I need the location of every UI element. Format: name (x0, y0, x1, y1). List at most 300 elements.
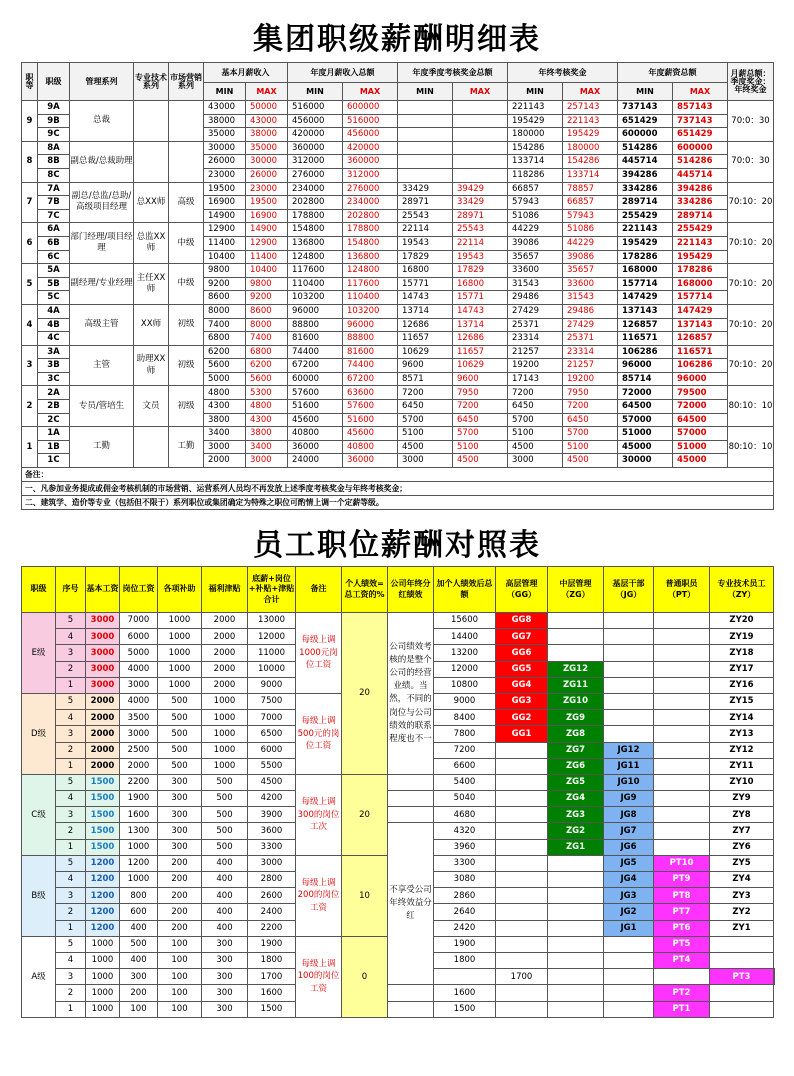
value-cell: 7200 (563, 400, 618, 414)
zg-code: ZG9 (548, 710, 604, 726)
gg-empty (496, 807, 548, 823)
zy-code: ZY20 (710, 613, 774, 629)
value-cell (398, 128, 453, 142)
tech-cell (134, 427, 169, 468)
value-cell: 195429 (508, 114, 563, 128)
tech-cell: 助理XX师 (134, 345, 169, 386)
seq-cell: 1 (56, 1001, 86, 1017)
zy-code: ZY5 (710, 855, 774, 871)
value-cell: 78857 (563, 182, 618, 196)
value-cell: 10000 (248, 661, 296, 677)
base-cell: 2000 (86, 693, 120, 709)
value-cell: 5100 (563, 440, 618, 454)
value-cell: 200 (158, 855, 202, 871)
rank-cell: 3 (22, 345, 38, 386)
value-cell: 180000 (508, 128, 563, 142)
value-cell: 117600 (288, 264, 343, 278)
value-cell: 16800 (398, 264, 453, 278)
value-cell: 9800 (246, 277, 288, 291)
value-cell: 35657 (508, 250, 563, 264)
jg-code: JG12 (604, 742, 654, 758)
header-max: MAX (246, 83, 288, 101)
header-min: MIN (204, 83, 246, 101)
value-cell: 6800 (246, 345, 288, 359)
value-cell: 276000 (288, 168, 343, 182)
value-cell: 33600 (508, 264, 563, 278)
value-cell: 19500 (204, 182, 246, 196)
value-cell: 19200 (563, 372, 618, 386)
value-cell: 9000 (248, 677, 296, 693)
zy-empty (774, 969, 775, 985)
market-cell (169, 101, 204, 142)
ratio-cell: 70:10：20 (728, 264, 774, 305)
value-cell: 5000 (120, 645, 158, 661)
gg-empty (496, 774, 548, 790)
rank-cell: 4 (22, 304, 38, 345)
value-cell: 10629 (398, 345, 453, 359)
value-cell: 35000 (246, 141, 288, 155)
gg-empty (496, 791, 548, 807)
value-cell: 7950 (453, 386, 508, 400)
jg-empty (604, 661, 654, 677)
value-cell: 66857 (508, 182, 563, 196)
market-cell: 中级 (169, 223, 204, 264)
value-cell: 81600 (288, 332, 343, 346)
value-cell: 72000 (618, 386, 673, 400)
base-cell: 1200 (86, 920, 120, 936)
grade-cell: 7B (38, 196, 70, 210)
zy-empty (710, 936, 774, 952)
rank-cell: 2 (22, 386, 38, 427)
table-row (22, 791, 775, 807)
value-cell: 3300 (248, 839, 296, 855)
perfsum-cell: 3960 (434, 839, 496, 855)
seq-cell: 4 (56, 791, 86, 807)
seq-cell: 5 (56, 693, 86, 709)
zy-code: ZY4 (710, 872, 774, 888)
base-cell: 1200 (86, 855, 120, 871)
value-cell: 400 (202, 888, 248, 904)
rank-cell: 1 (22, 427, 38, 468)
pt-empty (654, 726, 710, 742)
value-cell: 334286 (618, 182, 673, 196)
gg-empty (496, 839, 548, 855)
value-cell: 30000 (246, 155, 288, 169)
grade-cell: 2A (38, 386, 70, 400)
market-cell: 高级 (169, 182, 204, 223)
jg-empty (654, 969, 710, 985)
value-cell: 30000 (204, 141, 246, 155)
jg-empty (604, 1001, 654, 1017)
perfsum-cell: 15600 (434, 613, 496, 629)
gg-empty (496, 742, 548, 758)
value-cell: 300 (158, 807, 202, 823)
h2-perf: 个人绩效=总工资的% (342, 567, 388, 613)
value-cell: 117600 (343, 277, 398, 291)
value-cell: 12686 (453, 332, 508, 346)
perfsum-cell: 2860 (434, 888, 496, 904)
value-cell: 9600 (398, 359, 453, 373)
perfsum-cell: 6600 (434, 758, 496, 774)
value-cell: 300 (202, 985, 248, 1001)
h2-gg: 高层管理（GG） (496, 567, 548, 613)
value-cell: 2000 (202, 661, 248, 677)
h2-grade: 职级 (22, 567, 56, 613)
value-cell: 67200 (343, 372, 398, 386)
grade-cell: 6B (38, 236, 70, 250)
value-cell: 96000 (673, 372, 728, 386)
value-cell: 221143 (508, 101, 563, 115)
pt-code: PT4 (654, 952, 710, 968)
base-cell: 1000 (86, 969, 120, 985)
value-cell: 57600 (288, 386, 343, 400)
value-cell: 4800 (246, 400, 288, 414)
header-min: MIN (398, 83, 453, 101)
value-cell: 57943 (508, 196, 563, 210)
value-cell: 195429 (563, 128, 618, 142)
value-cell: 300 (202, 1001, 248, 1017)
value-cell: 110400 (343, 291, 398, 305)
jg-code: JG11 (604, 758, 654, 774)
value-cell: 27429 (508, 304, 563, 318)
value-cell: 5600 (204, 359, 246, 373)
value-cell: 24000 (288, 454, 343, 468)
value-cell (453, 155, 508, 169)
bonus-empty (388, 985, 434, 1001)
value-cell: 276000 (343, 182, 398, 196)
value-cell: 257143 (563, 101, 618, 115)
zy-code: ZY2 (710, 904, 774, 920)
value-cell: 17143 (508, 372, 563, 386)
value-cell: 50000 (246, 101, 288, 115)
value-cell: 137143 (673, 318, 728, 332)
value-cell (453, 168, 508, 182)
seq-cell: 1 (56, 839, 86, 855)
value-cell: 5700 (563, 427, 618, 441)
value-cell: 7200 (453, 400, 508, 414)
mgmt-cell: 部门经理/项目经理 (70, 223, 134, 264)
value-cell: 33600 (563, 277, 618, 291)
value-cell: 12686 (398, 318, 453, 332)
value-cell (398, 101, 453, 115)
value-cell: 19500 (246, 196, 288, 210)
gg-empty (496, 872, 548, 888)
seq-cell: 4 (56, 872, 86, 888)
value-cell: 1000 (158, 613, 202, 629)
perfsum-cell: 7800 (434, 726, 496, 742)
value-cell: 38000 (204, 114, 246, 128)
value-cell: 456000 (288, 114, 343, 128)
value-cell: 500 (158, 758, 202, 774)
value-cell: 57600 (343, 400, 398, 414)
value-cell: 7000 (248, 710, 296, 726)
value-cell: 400 (202, 872, 248, 888)
value-cell: 13000 (248, 613, 296, 629)
value-cell: 4500 (563, 454, 618, 468)
grade-cell: 3B (38, 359, 70, 373)
value-cell: 300 (158, 839, 202, 855)
pt-code: PT10 (654, 855, 710, 871)
value-cell: 16900 (204, 196, 246, 210)
pt-empty (654, 677, 710, 693)
gg-empty (496, 758, 548, 774)
grade-cell: 7C (38, 209, 70, 223)
value-cell: 4500 (248, 774, 296, 790)
value-cell: 74400 (343, 359, 398, 373)
value-cell: 1700 (248, 969, 296, 985)
value-cell: 11657 (398, 332, 453, 346)
value-cell: 26000 (204, 155, 246, 169)
table-row (22, 613, 775, 629)
perfsum-cell: 8400 (434, 710, 496, 726)
value-cell: 106286 (673, 359, 728, 373)
note-text: 备注： (22, 468, 774, 482)
value-cell: 88800 (288, 318, 343, 332)
jg-code: JG6 (604, 839, 654, 855)
value-cell: 10400 (204, 250, 246, 264)
value-cell: 255429 (673, 223, 728, 237)
gg-empty (496, 936, 548, 952)
value-cell: 6200 (246, 359, 288, 373)
grade-cell: 2B (38, 400, 70, 414)
table-row (22, 1001, 775, 1017)
value-cell: 5300 (246, 386, 288, 400)
pt-empty (654, 629, 710, 645)
grade-cell: 1C (38, 454, 70, 468)
value-cell: 857143 (673, 101, 728, 115)
value-cell: 45600 (343, 427, 398, 441)
value-cell: 3000 (398, 454, 453, 468)
value-cell: 100 (120, 1001, 158, 1017)
pt-empty (654, 807, 710, 823)
value-cell: 43000 (204, 101, 246, 115)
value-cell: 1000 (202, 693, 248, 709)
zg-empty (548, 645, 604, 661)
value-cell: 300 (120, 969, 158, 985)
value-cell: 737143 (618, 101, 673, 115)
market-cell: 初级 (169, 345, 204, 386)
value-cell: 96000 (343, 318, 398, 332)
value-cell: 178286 (673, 264, 728, 278)
value-cell: 44229 (508, 223, 563, 237)
zy-empty (710, 952, 774, 968)
value-cell: 17829 (453, 264, 508, 278)
value-cell: 25543 (398, 209, 453, 223)
jg-empty (604, 952, 654, 968)
zy-code: ZY18 (710, 645, 774, 661)
perfsum-cell: 1800 (434, 952, 496, 968)
value-cell: 800 (120, 888, 158, 904)
pt-code: PT5 (654, 936, 710, 952)
jg-empty (604, 985, 654, 1001)
mgmt-cell: 工勤 (70, 427, 134, 468)
header-monthly: 基本月薪收入 (204, 63, 288, 83)
value-cell: 137143 (618, 304, 673, 318)
table-row (22, 304, 774, 318)
pt-empty (654, 839, 710, 855)
h2-total: 底薪+岗位+补贴+津贴合计 (248, 567, 296, 613)
zg-code: ZG4 (548, 791, 604, 807)
value-cell: 420000 (288, 128, 343, 142)
note-cell: 每级上调500元的岗位工资 (296, 693, 342, 774)
value-cell: 9200 (204, 277, 246, 291)
value-cell: 500 (158, 693, 202, 709)
ratio-cell: 70:0：30 (728, 141, 774, 182)
value-cell: 3000 (204, 440, 246, 454)
value-cell: 15771 (398, 277, 453, 291)
pt-empty (654, 693, 710, 709)
jg-code: JG5 (604, 855, 654, 871)
value-cell: 67200 (288, 359, 343, 373)
base-cell: 1500 (86, 774, 120, 790)
value-cell: 400 (120, 920, 158, 936)
value-cell: 12900 (246, 236, 288, 250)
table2-title: 员工职位薪酬对照表 (253, 528, 541, 564)
zg-code: ZG11 (548, 677, 604, 693)
base-cell: 1200 (86, 872, 120, 888)
perfsum-cell: 9000 (434, 693, 496, 709)
base-cell: 1000 (86, 1001, 120, 1017)
zy-code: ZY6 (710, 839, 774, 855)
value-cell: 103200 (288, 291, 343, 305)
value-cell: 11400 (246, 250, 288, 264)
grade-label: C级 (22, 774, 56, 855)
table-row (22, 101, 774, 115)
value-cell: 23314 (508, 332, 563, 346)
value-cell (398, 114, 453, 128)
header-quarter: 年度季度考核奖金总额 (398, 63, 508, 83)
tech-cell (134, 101, 169, 142)
value-cell: 500 (202, 839, 248, 855)
gg-empty (496, 920, 548, 936)
gg-code: GG6 (496, 645, 548, 661)
zy-code: ZY3 (710, 888, 774, 904)
value-cell: 500 (158, 742, 202, 758)
pt-empty (654, 742, 710, 758)
gg-empty (496, 855, 548, 871)
perfsum-cell: 4680 (434, 807, 496, 823)
value-cell: 25543 (453, 223, 508, 237)
jg-code: JG4 (604, 872, 654, 888)
value-cell: 168000 (673, 277, 728, 291)
value-cell: 200 (120, 985, 158, 1001)
value-cell: 11657 (453, 345, 508, 359)
value-cell: 5500 (248, 758, 296, 774)
value-cell: 36000 (288, 440, 343, 454)
mgmt-cell: 副总裁/总裁助理 (70, 141, 134, 182)
jg-empty (604, 693, 654, 709)
pt-empty (654, 645, 710, 661)
value-cell: 21257 (563, 359, 618, 373)
value-cell: 51000 (618, 427, 673, 441)
header-mgmt: 管理系列 (70, 63, 134, 101)
value-cell: 31543 (563, 291, 618, 305)
value-cell: 221143 (673, 236, 728, 250)
value-cell: 57000 (673, 427, 728, 441)
seq-cell: 5 (56, 855, 86, 871)
value-cell: 6000 (120, 629, 158, 645)
grade-label: B级 (22, 855, 56, 936)
zy-code: ZY15 (710, 693, 774, 709)
seq-cell: 2 (56, 823, 86, 839)
value-cell: 1000 (158, 645, 202, 661)
value-cell: 420000 (343, 141, 398, 155)
zy-empty (710, 985, 774, 1001)
value-cell (453, 141, 508, 155)
gg-code: GG4 (496, 677, 548, 693)
zy-code: ZY17 (710, 661, 774, 677)
base-cell: 1500 (86, 807, 120, 823)
grade-cell: 7A (38, 182, 70, 196)
value-cell: 300 (202, 936, 248, 952)
value-cell: 1200 (120, 855, 158, 871)
value-cell: 400 (202, 855, 248, 871)
value-cell: 2200 (120, 774, 158, 790)
value-cell: 43000 (246, 114, 288, 128)
value-cell: 23314 (563, 345, 618, 359)
jg-empty (604, 726, 654, 742)
seq-cell: 2 (56, 661, 86, 677)
perfsum-cell: 1700 (496, 969, 548, 985)
value-cell: 3400 (246, 440, 288, 454)
value-cell: 39086 (508, 236, 563, 250)
base-cell: 1200 (86, 904, 120, 920)
value-cell: 234000 (288, 182, 343, 196)
value-cell: 106286 (618, 345, 673, 359)
zg-code: ZG10 (548, 693, 604, 709)
value-cell: 4200 (248, 791, 296, 807)
value-cell: 19543 (398, 236, 453, 250)
jg-empty (604, 613, 654, 629)
pt-code: PT2 (654, 985, 710, 1001)
value-cell: 651429 (673, 128, 728, 142)
value-cell: 96000 (618, 359, 673, 373)
value-cell: 79500 (673, 386, 728, 400)
value-cell: 33429 (453, 196, 508, 210)
value-cell: 19543 (453, 250, 508, 264)
value-cell: 1800 (248, 952, 296, 968)
value-cell: 6000 (248, 742, 296, 758)
market-cell (169, 141, 204, 182)
base-cell: 1000 (86, 936, 120, 952)
mgmt-cell: 高级主管 (70, 304, 134, 345)
ratio-cell: 70:10：20 (728, 223, 774, 264)
value-cell: 51000 (673, 440, 728, 454)
market-cell: 工勤 (169, 427, 204, 468)
value-cell: 14743 (453, 304, 508, 318)
value-cell: 1600 (120, 807, 158, 823)
bonus-empty (388, 791, 434, 807)
value-cell: 6450 (508, 400, 563, 414)
mgmt-cell: 副总/总监/总助/高级项目经理 (70, 182, 134, 223)
value-cell: 178286 (618, 250, 673, 264)
table-row (22, 386, 774, 400)
mgmt-cell: 专员/管培生 (70, 386, 134, 427)
zg-empty (604, 969, 654, 985)
value-cell: 45000 (618, 440, 673, 454)
ratio-cell: 70:10：20 (728, 345, 774, 386)
note-row (22, 496, 774, 510)
jg-empty (604, 629, 654, 645)
value-cell: 103200 (343, 304, 398, 318)
mgmt-cell: 副经理/专业经理 (70, 264, 134, 305)
jg-code: JG10 (604, 774, 654, 790)
value-cell: 157714 (618, 277, 673, 291)
header-min: MIN (508, 83, 563, 101)
value-cell: 21257 (508, 345, 563, 359)
grade-cell: 4A (38, 304, 70, 318)
seq-cell: 4 (56, 710, 86, 726)
